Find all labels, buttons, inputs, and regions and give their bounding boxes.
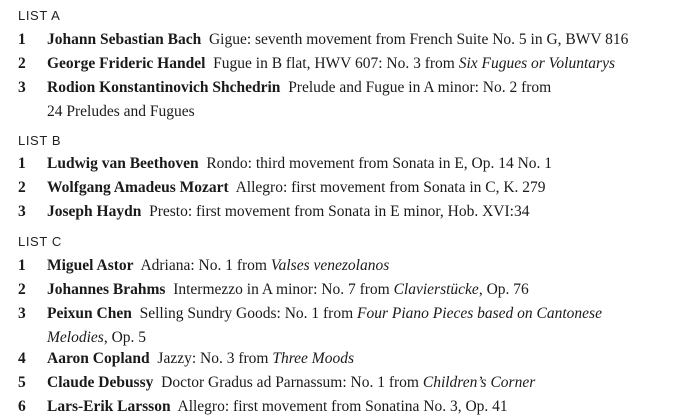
work-title-italic: Clavierstücke [393,281,479,298]
item-text [47,347,683,371]
item-number: 1 [18,31,26,48]
item-text [47,278,683,302]
item-text [47,176,683,200]
list-b-heading: LIST B [18,133,62,148]
work-title: Gigue: seventh movement from French Suite No. 5 in G, BWV 816 [208,31,629,48]
list-c-heading: LIST C [18,234,62,249]
composer-name: Lars-Erik Larsson [47,398,171,415]
composer-name: Joseph Haydn [47,203,142,220]
composer-name: Peixun Chen [47,305,132,322]
work-title: Fugue in B flat, HWV 607: No. 3 from [213,55,459,72]
work-title-italic: Valses venezolanos [270,257,390,274]
item-number: 6 [18,398,26,415]
item-text [47,76,683,124]
composer-name: Rodion Konstantinovich Shchedrin [47,79,281,96]
work-title: Jazzy: No. 3 from [157,350,273,367]
work-title-line2: 24 Preludes and Fugues [47,103,195,120]
work-title-line2-italic: Melodies [47,329,104,346]
work-title-italic: Children’s Corner [422,374,536,391]
item-text [47,371,683,395]
work-title: Presto: first movement from Sonata in E minor, Hob. XVI:34 [149,203,530,220]
work-title: Allegro: first movement from Sonatina No. 3, Op. 41 [177,398,508,415]
composer-name: Johann Sebastian Bach [47,31,202,48]
item-text [47,200,683,224]
item-number: 3 [18,203,26,220]
work-title: Prelude and Fugue in A minor: No. 2 from [288,79,552,96]
item-number: 2 [18,281,26,298]
item-number: 3 [18,305,26,322]
item-number: 2 [18,55,26,72]
item-text [47,52,683,76]
composer-name: George Frideric Handel [47,55,206,72]
item-text [47,395,683,419]
item-number: 1 [18,257,26,274]
work-title: Adriana: No. 1 from [140,257,271,274]
work-title: Selling Sundry Goods: No. 1 from [139,305,358,322]
work-title-italic: Four Piano Pieces based on Cantonese [357,305,602,322]
composer-name: Johannes Brahms [47,281,166,298]
work-title: Rondo: third movement from Sonata in E, Op. 14 No. 1 [206,155,553,172]
item-number: 1 [18,155,26,172]
work-title-italic: Three Moods [272,350,354,367]
composer-name: Miguel Astor [47,257,134,274]
item-text [47,254,683,278]
item-number: 5 [18,374,26,391]
work-title-suffix: , Op. 76 [478,281,529,298]
work-title: Intermezzo in A minor: No. 7 from [173,281,394,298]
composer-name: Ludwig van Beethoven [47,155,199,172]
item-number: 3 [18,79,26,96]
item-text [47,28,683,52]
composer-name: Wolfgang Amadeus Mozart [47,179,229,196]
list-a-heading: LIST A [18,8,61,23]
composer-name: Aaron Copland [47,350,150,367]
work-title: Allegro: first movement from Sonata in C, K. 279 [235,179,546,196]
item-number: 4 [18,350,26,367]
item-number: 2 [18,179,26,196]
item-text [47,152,683,176]
work-title-italic: Six Fugues or Voluntarys [458,55,615,72]
work-title-line2-suffix: , Op. 5 [103,329,147,346]
work-title: Doctor Gradus ad Parnassum: No. 1 from [161,374,423,391]
composer-name: Claude Debussy [47,374,154,391]
item-text [47,302,683,350]
